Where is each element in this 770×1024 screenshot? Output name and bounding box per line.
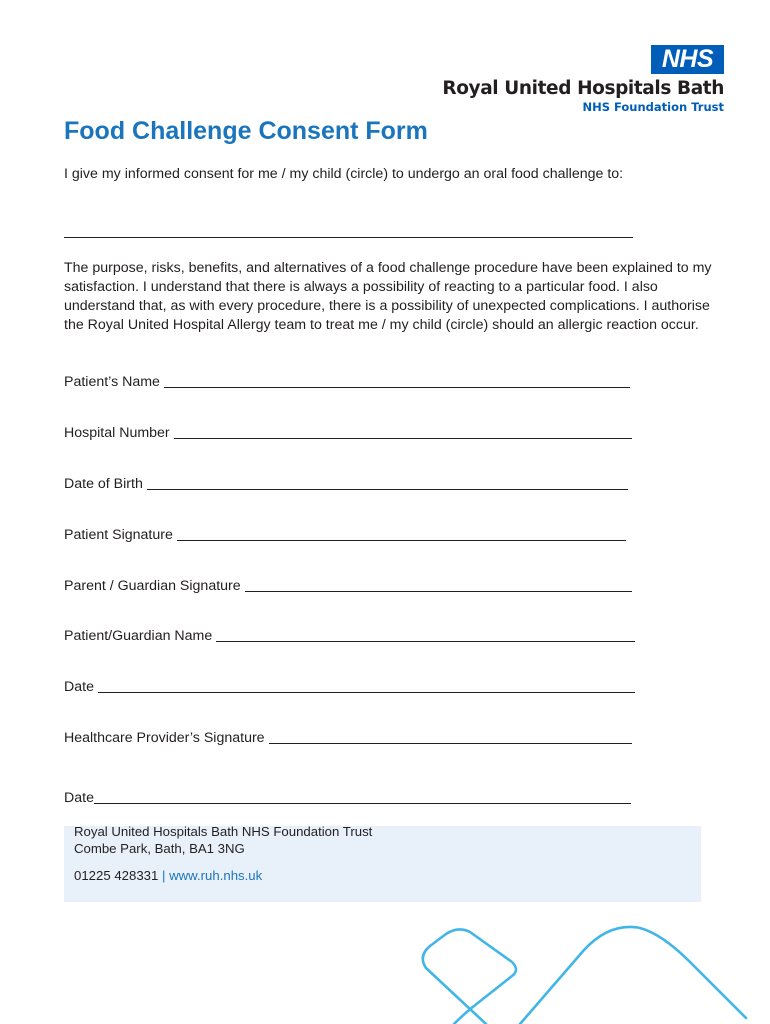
org-name: Royal United Hospitals Bath	[442, 78, 724, 99]
patient-guardian-name-label: Patient/Guardian Name	[64, 628, 213, 644]
patients-name-label: Patient’s Name	[64, 374, 160, 390]
hospital-number-label: Hospital Number	[64, 425, 170, 441]
footer-address-line: Combe Park, Bath, BA1 3NG	[74, 841, 245, 856]
parent-guardian-signature-label: Parent / Guardian Signature	[64, 578, 241, 594]
parent-guardian-signature-line[interactable]	[245, 577, 632, 592]
patient-signature-line[interactable]	[177, 526, 626, 541]
patient-guardian-name-field[interactable]	[64, 624, 635, 644]
date-field-1[interactable]	[64, 675, 635, 695]
patient-guardian-name-line[interactable]	[216, 627, 635, 642]
date-line-1[interactable]	[98, 678, 635, 693]
healthcare-provider-signature-field[interactable]	[64, 726, 632, 746]
healthcare-provider-signature-label: Healthcare Provider’s Signature	[64, 730, 265, 746]
date-of-birth-line[interactable]	[147, 475, 628, 490]
decor-shape-small	[423, 929, 516, 1024]
date-label-1: Date	[64, 679, 94, 695]
footer-separator: |	[162, 868, 166, 883]
healthcare-provider-signature-line[interactable]	[269, 729, 632, 744]
consent-body-text: The purpose, risks, benefits, and alternatives of a food challenge procedure have been explained to my satisfaction. I understand that there is always a possibility of reacting to a particular food. I also understand that, as with every procedure, there is a possibility of unexpected complications. I authorise the Royal United Hospital Allergy team to treat me / my child (circle) should an allergic reaction occur.	[64, 260, 712, 333]
date-line-2[interactable]	[94, 789, 631, 804]
date-label-2: Date	[64, 790, 94, 806]
food-blank-line[interactable]	[64, 237, 633, 238]
hospital-number-line[interactable]	[174, 424, 632, 439]
parent-guardian-signature-field[interactable]	[64, 574, 632, 594]
page-title: Food Challenge Consent Form	[64, 117, 428, 145]
footer-phone: 01225 428331	[74, 868, 159, 883]
consent-intro-text: I give my informed consent for me / my child (circle) to undergo an oral food challenge to:	[64, 166, 624, 182]
org-trust: NHS Foundation Trust	[582, 100, 724, 114]
footer-website-link[interactable]: www.ruh.nhs.uk	[169, 868, 263, 883]
date-field-2[interactable]	[64, 786, 631, 806]
patients-name-field[interactable]	[64, 370, 630, 390]
footer-contact-line	[74, 868, 262, 883]
date-of-birth-field[interactable]	[64, 472, 628, 492]
patient-signature-label: Patient Signature	[64, 527, 173, 543]
hospital-number-field[interactable]	[64, 421, 632, 441]
decor-shape-large	[520, 927, 746, 1024]
footer-org-line: Royal United Hospitals Bath NHS Foundation Trust	[74, 824, 373, 839]
patient-signature-field[interactable]	[64, 523, 626, 543]
nhs-logo: NHS	[651, 45, 724, 74]
patients-name-line[interactable]	[164, 373, 630, 388]
date-of-birth-label: Date of Birth	[64, 476, 143, 492]
